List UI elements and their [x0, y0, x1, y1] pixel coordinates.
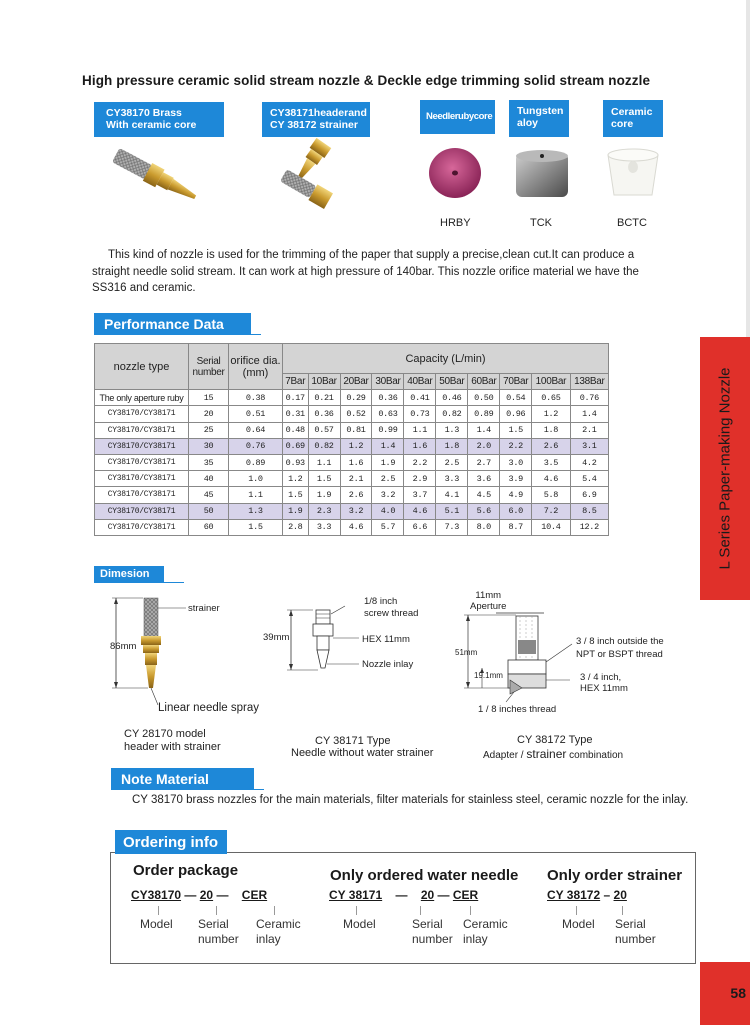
table-row — [95, 390, 609, 406]
tick — [420, 906, 421, 915]
label-model: Model — [343, 917, 376, 931]
tag-line: core — [611, 118, 634, 130]
cy38171-caption — [315, 734, 390, 748]
table-cell: 1.8 — [532, 422, 570, 438]
height-51-label: 51mm — [455, 648, 478, 657]
col-pressure: 138Bar — [570, 374, 608, 390]
table-cell: 1.5 — [229, 519, 283, 535]
col-pressure: 20Bar — [340, 374, 372, 390]
intro-paragraph: This kind of nozzle is used for the trimming of the paper that supply a precise,clean cut.It can produce a straight needle solid stream. It can work at high pressure of 140bar. This nozzle orifice material we have the SS316 and ceramic. — [92, 249, 639, 294]
table-cell: 0.76 — [570, 390, 608, 406]
table-cell: 4.6 — [404, 503, 436, 519]
table-cell: 8.7 — [500, 519, 532, 535]
table-cell: 1.6 — [404, 438, 436, 454]
code-sep: — — [216, 888, 229, 902]
table-cell: CY38170/CY38171 — [95, 471, 189, 487]
table-cell: 1.6 — [340, 454, 372, 470]
table-cell: 6.0 — [500, 503, 532, 519]
water-needle-heading: Only ordered water needle — [330, 867, 519, 884]
hex-11-label: HEX 11mm — [362, 634, 410, 645]
table-cell: 0.65 — [532, 390, 570, 406]
table-cell: 2.8 — [283, 519, 309, 535]
tag-line: CY38171headerand — [270, 107, 367, 119]
table-cell: 2.6 — [532, 438, 570, 454]
caption-line: CY 38171 Type — [315, 735, 391, 747]
table-cell: 7.3 — [436, 519, 468, 535]
code-serial: 20 — [613, 888, 627, 902]
table-cell: 1.2 — [283, 471, 309, 487]
table-cell: 8.5 — [570, 503, 608, 519]
side-strip — [746, 0, 750, 337]
table-cell: 0.82 — [308, 438, 340, 454]
label-ceramic: Ceramic inlay — [463, 917, 508, 946]
table-cell: 4.2 — [570, 454, 608, 470]
label-line: 3 / 4 inch, — [580, 672, 622, 683]
label-line: 1/8 inch — [364, 596, 398, 607]
table-cell: 25 — [189, 422, 229, 438]
cy38172-caption: CY 38172 Type — [517, 734, 593, 746]
table-cell: 1.9 — [283, 503, 309, 519]
table-cell: 0.89 — [468, 406, 500, 422]
hex-34-label — [580, 672, 628, 694]
height-39-label: 39mm — [263, 632, 290, 643]
table-cell: 2.1 — [340, 471, 372, 487]
label-line: screw thread — [364, 608, 419, 619]
table-cell: 0.93 — [283, 454, 309, 470]
table-cell: 0.57 — [308, 422, 340, 438]
table-cell: 1.0 — [229, 471, 283, 487]
code-sep: — — [395, 888, 408, 902]
table-cell: 0.51 — [229, 406, 283, 422]
ruby-core-image — [425, 143, 485, 203]
tag-cy38171 — [262, 102, 370, 137]
col-capacity: Capacity (L/min) — [283, 344, 609, 374]
strainer-label: strainer — [188, 603, 220, 614]
label-line: 3 / 8 inch outside the — [576, 636, 664, 647]
label-ceramic: Ceramic inlay — [256, 917, 301, 946]
tag-tungsten — [509, 100, 569, 137]
tag-line: CY38170 Brass — [106, 107, 182, 119]
table-cell: 3.9 — [500, 471, 532, 487]
caption-part: Adapter / — [483, 750, 527, 761]
table-cell: 4.0 — [372, 503, 404, 519]
table-cell: 1.2 — [340, 438, 372, 454]
table-row — [95, 454, 609, 470]
tag-ruby: Needlerubycore — [420, 100, 495, 134]
table-row — [95, 438, 609, 454]
tick — [470, 906, 471, 915]
table-cell: 3.1 — [570, 438, 608, 454]
table-cell: 12.2 — [570, 519, 608, 535]
table-cell: 0.89 — [229, 454, 283, 470]
cy38171-header-image — [268, 138, 358, 228]
performance-body — [95, 390, 609, 536]
tag-line: CY 38172 strainer — [270, 119, 358, 131]
table-cell: 0.41 — [404, 390, 436, 406]
table-cell: 5.1 — [436, 503, 468, 519]
side-title-text: L Series Paper-making Nozzle — [716, 367, 734, 570]
code-serial: 20 — [420, 888, 435, 902]
table-cell: 2.9 — [404, 471, 436, 487]
header-line: Serial — [196, 355, 221, 367]
table-cell: 1.5 — [283, 487, 309, 503]
table-cell: 4.6 — [340, 519, 372, 535]
table-cell: 1.3 — [436, 422, 468, 438]
divider — [164, 582, 184, 583]
table-cell: 30 — [189, 438, 229, 454]
table-cell: 40 — [189, 471, 229, 487]
table-cell: 5.6 — [468, 503, 500, 519]
table-cell: 0.29 — [340, 390, 372, 406]
tag-line: aloy — [517, 117, 539, 129]
aperture-label — [470, 590, 506, 612]
col-nozzle-type: nozzle type — [95, 344, 189, 390]
col-pressure: 40Bar — [404, 374, 436, 390]
table-row — [95, 487, 609, 503]
table-cell: 45 — [189, 487, 229, 503]
note-section-label: Note Material — [111, 768, 254, 790]
table-cell: 0.31 — [283, 406, 309, 422]
dimension-section-label: Dimesion — [94, 566, 164, 583]
table-cell: 3.7 — [404, 487, 436, 503]
strainer-heading: Only order strainer — [547, 867, 683, 884]
table-cell: 4.9 — [500, 487, 532, 503]
table-cell: 15 — [189, 390, 229, 406]
label-line: 11mm — [475, 590, 502, 601]
table-cell: 4.1 — [436, 487, 468, 503]
col-pressure: 7Bar — [283, 374, 309, 390]
height-86-label: 86mm — [110, 641, 137, 652]
table-cell: 1.9 — [372, 454, 404, 470]
tag-ceramic — [603, 100, 663, 137]
water-needle-code — [329, 888, 478, 902]
code-sep: — — [184, 888, 197, 902]
cy38170-nozzle-image — [100, 140, 210, 215]
table-cell: 0.36 — [308, 406, 340, 422]
table-cell: 0.99 — [372, 422, 404, 438]
note-text: CY 38170 brass nozzles for the main materials, filter materials for stainless steel, ceramic nozzle for the inlay. — [132, 794, 689, 806]
table-cell: 0.21 — [308, 390, 340, 406]
table-cell: 1.1 — [308, 454, 340, 470]
table-cell: 2.1 — [570, 422, 608, 438]
table-cell: 1.2 — [532, 406, 570, 422]
divider — [251, 334, 261, 335]
header-line: (mm) — [242, 366, 269, 379]
table-cell: 0.64 — [229, 422, 283, 438]
header-line: number — [192, 366, 225, 378]
table-cell: The only aperture ruby — [95, 390, 189, 406]
col-serial — [189, 344, 229, 390]
col-orifice — [229, 344, 283, 390]
code-model: CY 38172 — [547, 888, 601, 902]
label-serial: Serial number — [412, 917, 453, 946]
label-line: HEX 11mm — [580, 683, 628, 694]
caption-part: strainer — [526, 747, 567, 761]
tick — [158, 906, 159, 915]
table-row — [95, 422, 609, 438]
table-cell: 0.17 — [283, 390, 309, 406]
code-serial: 20 — [199, 888, 214, 902]
table-cell: 1.1 — [404, 422, 436, 438]
cy38172-caption-2 — [483, 747, 623, 761]
table-cell: 0.69 — [283, 438, 309, 454]
table-cell: 2.6 — [340, 487, 372, 503]
table-cell: 0.96 — [500, 406, 532, 422]
table-cell: 0.52 — [340, 406, 372, 422]
table-cell: 3.2 — [340, 503, 372, 519]
col-pressure: 30Bar — [372, 374, 404, 390]
screw-thread-label — [364, 596, 418, 620]
table-cell: 3.2 — [372, 487, 404, 503]
tick — [216, 906, 217, 915]
table-cell: 6.9 — [570, 487, 608, 503]
table-cell: CY38170/CY38171 — [95, 519, 189, 535]
table-cell: 2.2 — [404, 454, 436, 470]
table-cell: 4.6 — [532, 471, 570, 487]
table-cell: CY38170/CY38171 — [95, 487, 189, 503]
table-row — [95, 406, 609, 422]
table-cell: 10.4 — [532, 519, 570, 535]
table-cell: 2.7 — [468, 454, 500, 470]
table-cell: 5.7 — [372, 519, 404, 535]
table-row — [95, 503, 609, 519]
table-cell: 0.36 — [372, 390, 404, 406]
table-row — [95, 519, 609, 535]
side-title — [700, 337, 750, 600]
table-cell: 0.73 — [404, 406, 436, 422]
table-cell: 1.4 — [468, 422, 500, 438]
table-cell: 0.48 — [283, 422, 309, 438]
code-model: CY38170 — [131, 888, 182, 902]
table-cell: 0.38 — [229, 390, 283, 406]
label-serial: Serial number — [615, 917, 656, 946]
material-hrby: HRBY — [440, 217, 471, 229]
table-cell: 5.4 — [570, 471, 608, 487]
table-cell: 0.76 — [229, 438, 283, 454]
code-model: CY 38171 — [329, 888, 383, 902]
table-row — [95, 471, 609, 487]
table-cell: 0.46 — [436, 390, 468, 406]
table-cell: 1.1 — [229, 487, 283, 503]
tick — [576, 906, 577, 915]
cy38171-diagram — [283, 604, 363, 674]
table-cell: 0.63 — [372, 406, 404, 422]
code-sep: – — [603, 888, 611, 902]
table-cell: 60 — [189, 519, 229, 535]
material-bctc: BCTC — [617, 217, 647, 229]
table-cell: 50 — [189, 503, 229, 519]
strainer-code — [547, 888, 627, 902]
table-cell: 1.5 — [308, 471, 340, 487]
tick — [622, 906, 623, 915]
code-inlay: CER — [452, 888, 479, 902]
caption-line: header with strainer — [124, 741, 221, 753]
table-cell: 6.6 — [404, 519, 436, 535]
table-cell: 3.3 — [308, 519, 340, 535]
cy38171-caption-2: Needle without water strainer — [291, 747, 434, 759]
tick — [356, 906, 357, 915]
table-cell: 3.3 — [436, 471, 468, 487]
table-cell: 0.82 — [436, 406, 468, 422]
ceramic-core-image — [602, 145, 664, 201]
thread-18-label: 1 / 8 inches thread — [478, 704, 557, 715]
label-model: Model — [562, 917, 595, 931]
table-cell: 20 — [189, 406, 229, 422]
table-cell: 2.3 — [308, 503, 340, 519]
col-pressure: 10Bar — [308, 374, 340, 390]
table-cell: 0.50 — [468, 390, 500, 406]
page-title: High pressure ceramic solid stream nozzle & Deckle edge trimming solid stream nozzle — [82, 73, 651, 88]
tag-line: Tungsten — [517, 105, 564, 117]
tag-line: Ceramic — [611, 106, 653, 118]
code-sep: — — [437, 888, 450, 902]
divider — [254, 789, 264, 790]
tag-cy38170 — [94, 102, 224, 137]
label-line: NPT or BSPT thread — [576, 648, 663, 660]
label-model: Model — [140, 917, 173, 931]
table-cell: 1.4 — [570, 406, 608, 422]
label-line: Aperture — [470, 601, 507, 612]
table-cell: CY38170/CY38171 — [95, 438, 189, 454]
page-number: 58 — [730, 985, 746, 1001]
table-cell: 1.4 — [372, 438, 404, 454]
table-cell: 5.8 — [532, 487, 570, 503]
caption-part: combination — [566, 750, 624, 761]
code-inlay: CER — [241, 888, 268, 902]
npt-thread-label — [576, 636, 664, 661]
col-pressure: 50Bar — [436, 374, 468, 390]
table-cell: 8.0 — [468, 519, 500, 535]
ordering-section-label: Ordering info — [115, 830, 227, 854]
table-cell: CY38170/CY38171 — [95, 406, 189, 422]
table-cell: 2.2 — [500, 438, 532, 454]
table-cell: 1.8 — [436, 438, 468, 454]
label-serial: Serial number — [198, 917, 239, 946]
table-cell: CY38170/CY38171 — [95, 454, 189, 470]
performance-section-label: Performance Data — [94, 313, 251, 335]
nozzle-inlay-label: Nozzle inlay — [362, 659, 414, 670]
table-cell: 2.5 — [436, 454, 468, 470]
table-cell: 0.54 — [500, 390, 532, 406]
table-cell: 1.3 — [229, 503, 283, 519]
table-cell: 35 — [189, 454, 229, 470]
order-package-code — [131, 888, 267, 902]
table-cell: 3.6 — [468, 471, 500, 487]
performance-table — [94, 343, 609, 536]
table-cell: 1.5 — [500, 422, 532, 438]
tag-line: With ceramic core — [106, 119, 197, 131]
order-package-heading: Order package — [133, 862, 239, 879]
height-19-label: 19.1mm — [474, 671, 503, 680]
table-cell: CY38170/CY38171 — [95, 503, 189, 519]
tick — [274, 906, 275, 915]
table-cell: CY38170/CY38171 — [95, 422, 189, 438]
material-tck: TCK — [530, 217, 552, 229]
table-cell: 7.2 — [532, 503, 570, 519]
caption-line: CY 28170 model — [124, 728, 206, 740]
col-pressure: 70Bar — [500, 374, 532, 390]
table-cell: 1.9 — [308, 487, 340, 503]
table-cell: 3.5 — [532, 454, 570, 470]
col-pressure: 60Bar — [468, 374, 500, 390]
table-cell: 3.0 — [500, 454, 532, 470]
header-line: orifice dia. — [230, 354, 281, 367]
tungsten-core-image — [513, 147, 571, 203]
spray-label: Linear needle spray — [158, 702, 260, 714]
col-pressure: 100Bar — [532, 374, 570, 390]
table-cell: 4.5 — [468, 487, 500, 503]
table-cell: 0.81 — [340, 422, 372, 438]
table-cell: 2.0 — [468, 438, 500, 454]
cy28170-caption — [124, 728, 221, 754]
table-cell: 2.5 — [372, 471, 404, 487]
